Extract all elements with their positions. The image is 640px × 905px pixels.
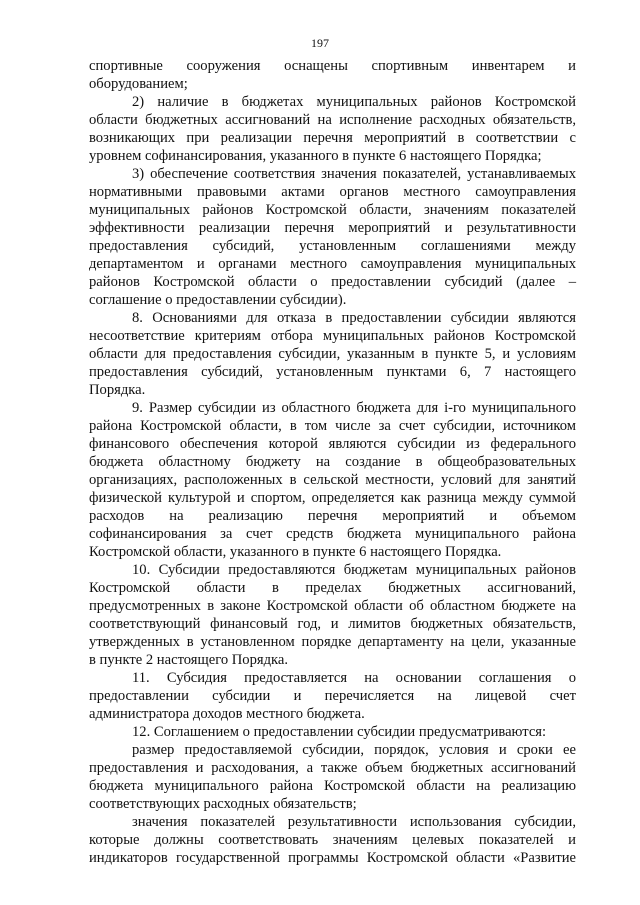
text-line: нормативными правовыми актами органов местного самоуправления (89, 184, 576, 200)
text-line: организациях, расположенных в сельской местности, условий для занятий (89, 472, 576, 488)
text-line: бюджета муниципального района Костромской области на реализацию (89, 778, 576, 794)
text-line: бюджета областному бюджету на создание в общеобразовательных (89, 454, 576, 470)
text-line: значения показателей результативности использования субсидии, (132, 814, 576, 830)
text-line: соответствующий финансовый год, и лимитов бюджетных обязательств, (89, 616, 576, 632)
text-line: предоставлении субсидии и перечисляется на лицевой счет (89, 688, 576, 704)
text-line: 3) обеспечение соответствия значения показателей, устанавливаемых (132, 166, 576, 182)
text-line: размер предоставляемой субсидии, порядок, условия и сроки ее (132, 742, 576, 758)
text-line: софинансирования за счет средств бюджета муниципального района (89, 526, 576, 542)
text-line: оборудованием; (89, 76, 188, 92)
text-line: 9. Размер субсидии из областного бюджета для i-го муниципального (132, 400, 576, 416)
text-line: предоставления и расходования, а также объем бюджетных ассигнований (89, 760, 576, 776)
text-line: соответствующих расходных обязательств; (89, 796, 357, 812)
text-line: района Костромской области, в том числе за счет субсидии, источником (89, 418, 576, 434)
text-line: соглашение о предоставлении субсидии). (89, 292, 347, 308)
text-line: администратора доходов местного бюджета. (89, 706, 365, 722)
text-line: 12. Соглашением о предоставлении субсидии предусматриваются: (132, 724, 547, 740)
text-line: возникающих при реализации перечня мероприятий в соответствии с (89, 130, 576, 146)
text-line: предусмотренных в законе Костромской области об областном бюджете на (89, 598, 576, 614)
text-line: департаментом и органами местного самоуправления муниципальных (89, 256, 576, 272)
text-line: Костромской области в пределах бюджетных ассигнований, (89, 580, 576, 596)
text-line: индикаторов государственной программы Костромской области «Развитие (89, 850, 576, 866)
text-line: Порядка. (89, 382, 146, 398)
text-line: области бюджетных ассигнований на исполнение расходных обязательств, (89, 112, 576, 128)
text-line: несоответствие критериям отбора муниципальных районов Костромской (89, 328, 576, 344)
text-line: расходов на реализацию перечня мероприятий и объемом (89, 508, 576, 524)
text-line: 2) наличие в бюджетах муниципальных районов Костромской (132, 94, 576, 110)
text-line: финансового обеспечения которой являются субсидии из федерального (89, 436, 576, 452)
text-line: эффективности реализации перечня мероприятий и результативности (89, 220, 576, 236)
text-line: области для предоставления субсидии, указанным в пункте 5, и условиям (89, 346, 576, 362)
text-line: предоставления субсидий, установленным пунктами 6, 7 настоящего (89, 364, 576, 380)
text-line: спортивные сооружения оснащены спортивным инвентарем и (89, 58, 576, 74)
text-line: предоставления субсидий, установленным соглашениями между (89, 238, 576, 254)
text-line: физической культурой и спортом, определяется как разница между суммой (89, 490, 576, 506)
text-line: в пункте 2 настоящего Порядка. (89, 652, 289, 668)
page-number: 197 (311, 36, 329, 50)
text-line: районов Костромской области о предоставлении субсидий (далее – (89, 274, 576, 290)
text-line: Костромской области, указанного в пункте 6 настоящего Порядка. (89, 544, 502, 560)
text-line: утвержденных в установленном порядке департаменту на цели, указанные (89, 634, 576, 650)
document-body (89, 57, 576, 867)
text-line: 10. Субсидии предоставляются бюджетам муниципальных районов (132, 562, 576, 578)
text-line: которые должны соответствовать значениям целевых показателей и (89, 832, 576, 848)
text-line: 8. Основаниями для отказа в предоставлении субсидии являются (132, 310, 576, 326)
text-line: муниципальных районов Костромской области, значениям показателей (89, 202, 576, 218)
text-line: уровнем софинансирования, указанного в пункте 6 настоящего Порядка; (89, 148, 542, 164)
text-line: 11. Субсидия предоставляется на основании соглашения о (132, 670, 576, 686)
